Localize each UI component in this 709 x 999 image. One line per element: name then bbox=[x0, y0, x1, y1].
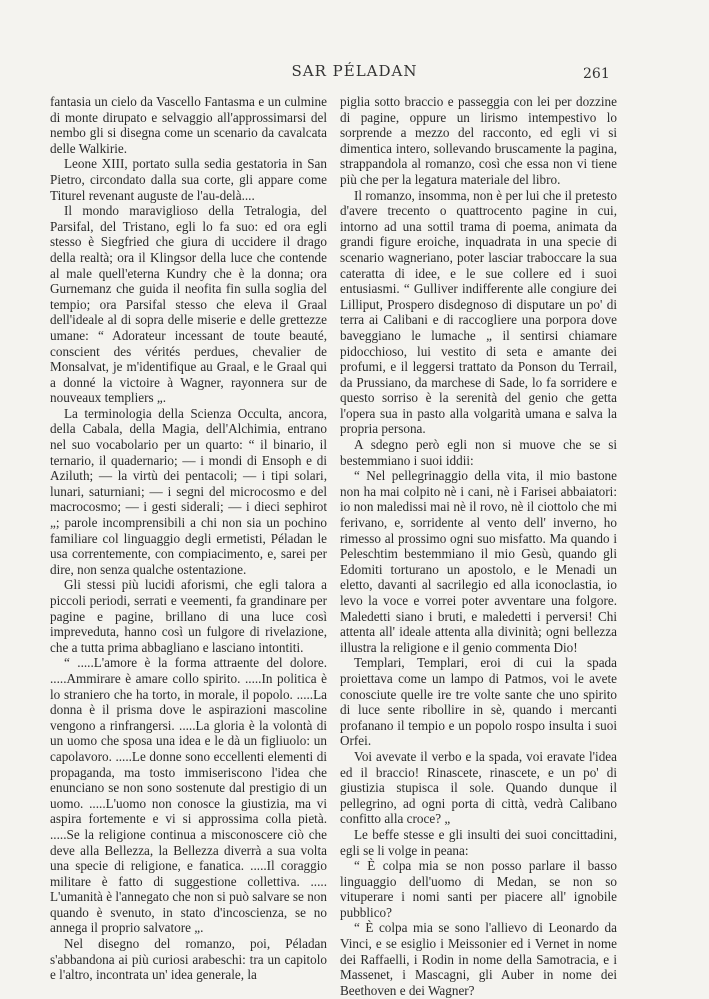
paragraph: Le beffe stesse e gli insulti dei suoi concittadini, egli se li volge in peana: bbox=[340, 826, 617, 858]
paragraph: Voi avevate il verbo e la spada, voi eravate l'idea ed il braccio! Rinascete, rinascete, e un po' di giustizia stupisca il sole. Quando dunque il pellegrino, ad ogni porta di città, vedrà Calibano confitto alla croce? „ bbox=[340, 748, 617, 827]
paragraph: Il romanzo, insomma, non è per lui che il pretesto d'avere trecento o quattrocento pagine in cui, intorno ad una sottil trama di poema, animata da grandi figure eroiche, inquadrata in una specie di scenario wagneriano, poter lasciar traboccare la sua cateratta di idee, e le sue collere ed i suoi entusiasmi. “ Gulliver indifferente alle congiure dei Lilliput, Prospero disdegnoso di disputare un po' di terra ai Calibani e di raccogliere una porpora dove baveggiano le lumache „ il sentirsi chiamare pidocchioso, lui vestito di seta e amante dei profumi, e il leggersi trattato da Ponson du Terrail, da Prussiano, da marchese di Sade, lo fa sorridere e questo sorriso è la serenità del genio che getta l'opera sua in pasto alla volgarità umana e salva la propria persona. bbox=[340, 187, 617, 437]
paragraph: piglia sotto braccio e passeggia con lei per dozzine di pagine, oppure un lirismo intempestivo lo sorprende a mezzo del racconto, ed egli vi si dimentica intero, sollevando bruscamente la pagina, strappandola al romanzo, così che essa non vi tiene più che per la legatura materiale del libro. bbox=[340, 94, 617, 187]
paragraph: Nel disegno del romanzo, poi, Péladan s'abbandona ai più curiosi arabeschi: tra un capitolo e l'altro, incontrata un' idea generale, la bbox=[50, 936, 327, 983]
paragraph: Leone XIII, portato sulla sedia gestatoria in San Pietro, circondato dalla sua corte, gli appare come Titurel revenant auguste de l'au-delà.... bbox=[50, 156, 327, 203]
paragraph: La terminologia della Scienza Occulta, ancora, della Cabala, della Magia, dell'Alchimia, entrano nel suo vocabolario per un quarto: “ il binario, il ternario, il quadernario; — i mondi di Ensoph e di Aziluth; — la virtù dei pentacoli; — i tipi solari, lunari, saturniani; — i segni del microcosmo e del macrocosmo; — i gesti siderali; — i dieci sephirot „; parole incomprensibili a chi non sia un pochino familiare col linguaggio degli ermetisti, Péladan le usa correntemente, con compiacimento, e, sarei per dire, non senza qualche ostentazione. bbox=[50, 405, 327, 577]
paragraph: “ .....L'amore è la forma attraente del dolore. .....Ammirare è amare collo spirito. .....In politica è lo straniero che ha torto, in morale, il popolo. .....La donna è il prisma dove le aspirazioni mascoline vengono a rinfrangersi. .....La gloria è la volontà di un uomo che sposa una idea e le dà un figliuolo: un capolavoro. .....Le donne sono eccellenti elementi di propaganda, ma tosto immiseriscono l'idea che enunciano se non sono sostenute dal prestigio di un uomo. .....L'uomo non conosce la giustizia, ma vi aspira fortemente e vi si approssima colla pietà. .....Se la religione continua a misconoscere ciò che deve alla Bellezza, la Bellezza diverrà a sua volta una specie di religione, e fanatica. .....Il coraggio militare è fatto di suggestione collettiva. ..... L'umanità è l'annegato che non si può salvare se non quando è svenuto, in stato d'incoscienza, se no annega il proprio salvatore „. bbox=[50, 655, 327, 936]
right-column bbox=[340, 94, 617, 998]
paragraph: Templari, Templari, eroi di cui la spada proiettava come un lampo di Patmos, voi le avete conosciute quelle ire tre volte sante che uno spirito di luce sente ribollire in sè, quando i mercanti profanano il tempio e un popolo rospo insulta i suoi Orfei. bbox=[340, 655, 617, 749]
paragraph: Gli stessi più lucidi aforismi, che egli talora a piccoli periodi, serrati e veementi, fa grandinare per pagine e pagine, brillano di una luce così impreveduta, hanno così un fulgore di rivelazione, che a tutta prima abbagliano e lasciano intontiti. bbox=[50, 577, 327, 655]
running-header-title: SAR PÉLADAN bbox=[291, 62, 418, 80]
left-column bbox=[50, 94, 327, 983]
paragraph: A sdegno però egli non si muove che se si bestemmiano i suoi iddii: bbox=[340, 437, 617, 468]
paragraph: fantasia un cielo da Vascello Fantasma e un culmine di monte dirupato e selvaggio all'approssimarsi del nembo gli si disegna come un scenario da cavalcata delle Walkirie. bbox=[50, 94, 327, 156]
paragraph: “ Nel pellegrinaggio della vita, il mio bastone non ha mai colpito nè i cani, nè i Farisei abbaiatori: io non maledissi mai nè il rovo, nè il ciottolo che mi ferivano, e, sorridente al vento dell' inverno, ho rimesso al prossimo ogni suo misfatto. Ma quando i Peleschtim bestemmiano il mio Gesù, quando gli Edomiti torturano un apostolo, e le Menadi un eletto, davanti al sacrilegio ed alla iconoclastia, io levo la voce e vorrei poter avventare una folgore. Maledetti siano i bruti, e maledetti i perversi! Chi attenta all' ideale attenta alla divinità; ogni bellezza illustra la religione e il genio commenta Dio! bbox=[340, 468, 617, 655]
paragraph: “ È colpa mia se sono l'allievo di Leonardo da Vinci, e se esiglio i Meissonier ed i Vernet in nome dei Raffaelli, i Rodin in nome della Samotracia, e i Massenet, i Mascagni, gli Auber in nome dei Beethoven e dei Wagner? bbox=[340, 920, 617, 998]
paragraph: “ È colpa mia se non posso parlare il basso linguaggio dell'uomo di Medan, se non so vituperare i nomi santi per piacere all' ignobile pubblico? bbox=[340, 858, 617, 920]
page-number: 261 bbox=[583, 66, 610, 82]
paragraph: Il mondo maraviglioso della Tetralogia, del Parsifal, del Tristano, egli lo fa suo: ed ora egli stesso è Siegfried che giura di uccidere il drago della realtà; ora il Klingsor della luce che contende al male quell'eterna Kundry che è la donna; ora Gurnemanz che guida il neofita fin sulla soglia del tempio; ora Parsifal stesso che eleva il Graal dell'ideale al di sopra delle miserie e delle grettezze umane: “ Adorateur incessant de toute beauté, conscient des vérités perdues, chevalier de Monsalvat, je m'identifique au Graal, e le Graal qui a donné la victoire à Wagner, rayonnera sur de nouveaux templiers „. bbox=[50, 203, 327, 406]
